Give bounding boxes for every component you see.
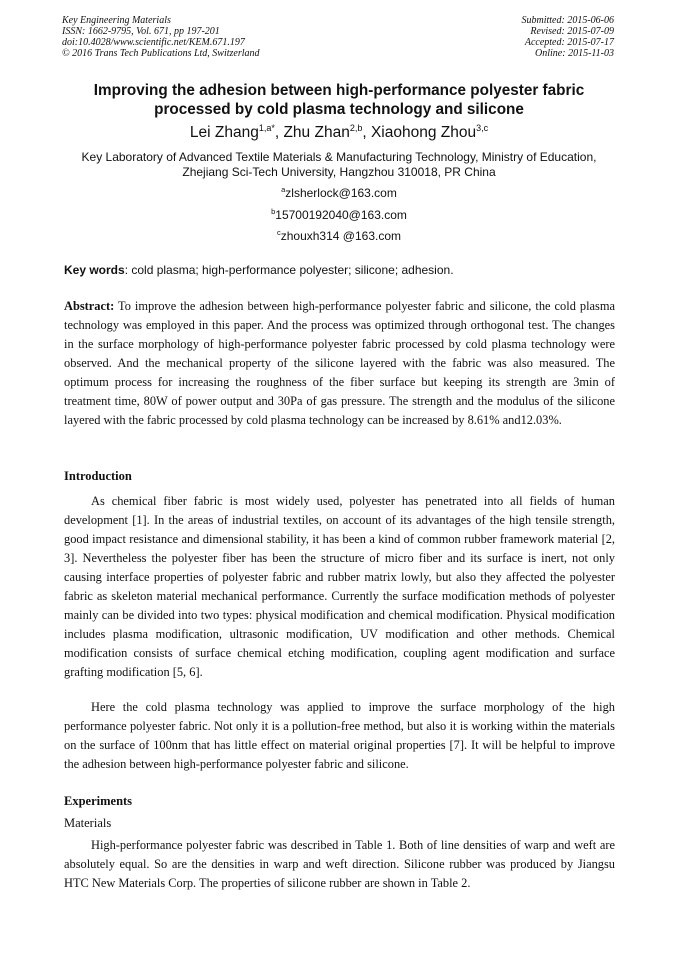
email-mark: a (281, 185, 286, 194)
abstract (64, 297, 615, 430)
author-name: Lei Zhang (189, 124, 259, 141)
affiliation-line: Key Laboratory of Advanced Textile Materials & Manufacturing Technology, Ministry of Education, (81, 150, 597, 164)
author-email (60, 229, 618, 243)
keywords-label: Key words (64, 263, 125, 277)
title-line: Improving the adhesion between high-performance polyester fabric (93, 82, 585, 99)
introduction-heading: Introduction (64, 469, 132, 483)
email-mark: b (271, 207, 276, 216)
journal-doi[interactable]: doi:10.4028/www.scientific.net/KEM.671.197 (62, 37, 245, 48)
affiliation-line: Zhejiang Sci-Tech University, Hangzhou 310018, PR China (182, 165, 496, 179)
author-affiliation-mark: 1,a* (258, 123, 275, 133)
journal-copyright: © 2016 Trans Tech Publications Ltd, Switzerland (62, 48, 260, 59)
abstract-label: Abstract: (64, 299, 115, 313)
journal-header (62, 15, 260, 59)
submitted-date: Submitted: 2015-06-06 (521, 15, 614, 26)
author-affiliation-mark: 3,c (476, 123, 489, 133)
email-address[interactable]: 15700192040@163.com (275, 208, 407, 222)
author-email (60, 208, 618, 222)
email-mark: c (276, 228, 281, 237)
paper-title (60, 82, 618, 119)
revised-date: Revised: 2015-07-09 (530, 26, 614, 37)
keywords-text: : cold plasma; high-performance polyester; silicone; adhesion. (124, 263, 454, 277)
email-address[interactable]: zhouxh314 @163.com (280, 229, 401, 243)
email-address[interactable]: zlsherlock@163.com (285, 186, 397, 200)
journal-name: Key Engineering Materials (62, 15, 171, 26)
author-email (60, 186, 618, 200)
keywords (64, 263, 616, 277)
dates-header (522, 15, 615, 59)
author-list (60, 123, 618, 143)
accepted-date: Accepted: 2015-07-17 (524, 37, 614, 48)
introduction-paragraph: Here the cold plasma technology was applied to improve the surface morphology of the high performance polyester fabric. Not only it is a pollution-free method, but also it is working within the materials on the surface of 100nm that has little effect on material original properties [7]. It will be helpful to improve the adhesion between high-performance polyester fabric and silicone. (64, 700, 615, 771)
journal-issn: ISSN: 1662-9795, Vol. 671, pp 197-201 (62, 26, 220, 37)
author-separator: , (274, 124, 284, 141)
experiments-heading: Experiments (64, 794, 133, 808)
materials-paragraph: High-performance polyester fabric was described in Table 1. Both of line densities of warp and weft are absolutely equal. So are the densities in warp and weft direction. Silicone rubber was produced by Jiangsu HTC New Materials Corp. The properties of silicone rubber are shown in Table 2. (64, 838, 615, 890)
materials-subheading: Materials (64, 816, 112, 830)
author-separator: , (362, 124, 371, 141)
author-name: Zhu Zhan (283, 124, 350, 141)
affiliation (60, 150, 618, 180)
introduction-paragraph: As chemical fiber fabric is most widely used, polyester has penetrated into all fields of human development [1]. In the areas of industrial textiles, on account of its advantages of the high tensile strength, good impact resistance and dimensional stability, it has been a kind of common rubber framework material [2, 3]. Nevertheless the polyester fiber has been the structure of micro fiber and its surface is inert, not only causing interface properties of polyester fabric and rubber matrix lowly, but also they affected the polyester fabric as skeleton material mechanical performance. Currently the surface modification methods of polyester mainly can be divided into two types: physical modification and chemical modification. Physical modification includes plasma modification, ultrasonic modification, UV modification and other methods. Chemical modification consists of surface chemical etching modification, coupling agent modification and surface grafting modification [5, 6]. (64, 494, 615, 679)
title-line: processed by cold plasma technology and silicone (154, 100, 524, 118)
online-date: Online: 2015-11-03 (535, 48, 614, 59)
abstract-text: To improve the adhesion between high-performance polyester fabric and silicone, the cold plasma technology was employed in this paper. And the process was optimized through orthogonal test. The changes in the surface morphology of high-performance polyester fabric processed by cold plasma technology were observed. And the mechanical property of the silicone layered with the fabric was also measured. The optimum process for increasing the roughness of the fiber surface but keeping its strength are 3min of treatment time, 80W of power output and 30Pa of gas pressure. The strength and the modulus of the silicone layered with the fabric processed by cold plasma technology can be increased by 8.61% and12.03%. (64, 299, 615, 427)
author-name: Xiaohong Zhou (370, 124, 477, 141)
author-affiliation-mark: 2,b (349, 123, 363, 133)
